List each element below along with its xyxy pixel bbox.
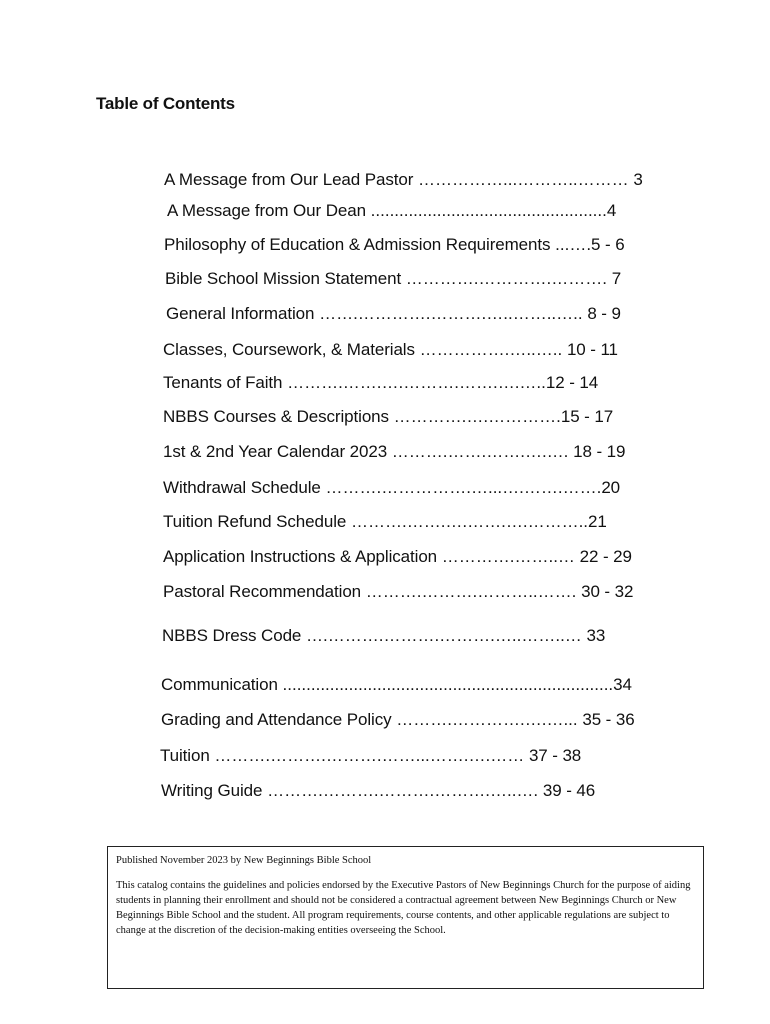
toc-entry-leader: .................................................. [365, 201, 607, 220]
toc-entry-label: Tuition Refund Schedule [163, 512, 347, 531]
toc-entry-label: Pastoral Recommendation [163, 582, 362, 601]
publication-line: Published November 2023 by New Beginnings Bible School [116, 855, 372, 866]
toc-entry-leader: ………….….…………. [388, 407, 561, 426]
toc-entry-pages: 21 [588, 512, 607, 531]
toc-entry-calendar [163, 442, 625, 462]
toc-entry-label: Application Instructions & Application [163, 547, 438, 566]
toc-entry-label: A Message from Our Dean [167, 201, 366, 220]
toc-entry-pages: 3 [633, 170, 643, 189]
toc-entry-pages: 20 [601, 478, 621, 497]
toc-title: Table of Contents [96, 94, 235, 113]
toc-entry-label: Tenants of Faith [163, 373, 283, 392]
toc-entry-leader: ...................................................................... [277, 675, 614, 694]
toc-entry-pages: 5 - 6 [591, 235, 625, 254]
toc-entry-dean [167, 201, 616, 221]
toc-entry-pastoral-recommendation [163, 582, 633, 602]
toc-entry-pages: 18 - 19 [573, 442, 626, 461]
toc-entry-leader: ………….……..… [437, 547, 580, 566]
toc-entry-courses [163, 407, 613, 427]
toc-entry-label: 1st & 2nd Year Calendar 2023 [163, 442, 388, 461]
toc-entry-pages: 39 - 46 [542, 781, 596, 800]
toc-entry-leader: ……….…….….……….…….….….. [282, 373, 546, 392]
toc-entry-pages: 10 - 11 [566, 340, 618, 359]
toc-entry-tuition-refund [163, 512, 607, 532]
toc-entry-mission-statement [165, 269, 621, 289]
toc-entry-pages: 30 - 32 [581, 582, 634, 601]
toc-entry-dress-code [162, 626, 605, 646]
toc-entry-application [163, 547, 632, 567]
toc-entry-leader: ……….……….……….……….…..…. [262, 781, 543, 800]
toc-entry-pages: 35 - 36 [582, 710, 635, 729]
toc-entry-grading-attendance [161, 710, 635, 730]
toc-entry-leader: …….………….……….…..……..….. [314, 304, 588, 323]
toc-entry-pages: 37 - 38 [528, 746, 582, 765]
toc-entry-communication [161, 675, 632, 695]
toc-entry-leader: ……….…………….…...….…….……. [320, 478, 602, 497]
toc-entry-tenants-of-faith [163, 373, 598, 393]
toc-entry-label: Tuition [160, 746, 210, 765]
toc-entry-label: Communication [161, 675, 278, 694]
toc-entry-pages: 7 [611, 269, 622, 288]
toc-entry-leader: ……….…….….…….….……….. [346, 512, 589, 531]
toc-entry-label: NBBS Courses & Descriptions [163, 407, 389, 426]
toc-entry-leader: ……….………….….…... [391, 710, 583, 729]
toc-entry-general-information [166, 304, 621, 324]
toc-entry-leader: …………….…..….. [414, 340, 567, 359]
publication-notice-box [107, 846, 704, 989]
toc-entry-lead-pastor [164, 170, 643, 190]
toc-entry-withdrawal-schedule [163, 478, 620, 498]
disclaimer-text: This catalog contains the guidelines and policies endorsed by the Executive Pastors of New Beginnings Church for the purpose of aiding students in planning their enrollment and should not be considered a contractual agreement between New Beginnings Church or New Beginnings Bible School and the student. All program requirements, course contents, and other applicable regulations are subject to change at the discretion of the decision-making entities overseeing the School. [116, 880, 691, 936]
toc-entry-label: NBBS Dress Code [162, 626, 302, 645]
toc-entry-pages: 22 - 29 [579, 547, 632, 566]
toc-entry-label: Classes, Coursework, & Materials [163, 340, 415, 359]
toc-entry-label: Writing Guide [161, 781, 263, 800]
toc-entry-label: General Information [166, 304, 315, 323]
toc-entry-leader: ….……….……….……….…..……..… [301, 626, 587, 645]
toc-entry-pages: 34 [613, 675, 632, 694]
toc-entry-philosophy [164, 235, 625, 255]
toc-entry-label: Withdrawal Schedule [163, 478, 321, 497]
toc-entry-leader: ...…. [550, 235, 592, 254]
toc-entry-pages: 15 - 17 [560, 407, 614, 426]
toc-entry-classes [163, 340, 618, 360]
toc-entry-leader: ……….……….……….……...…….….…… [209, 746, 529, 765]
toc-entry-pages: 33 [586, 626, 606, 645]
toc-entry-pages: 4 [606, 201, 617, 220]
toc-entry-pages: 12 - 14 [545, 373, 599, 392]
toc-entry-tuition [160, 746, 581, 766]
toc-entry-writing-guide [161, 781, 595, 801]
toc-entry-label: Grading and Attendance Policy [161, 710, 392, 729]
toc-entry-label: A Message from Our Lead Pastor [164, 170, 414, 189]
toc-entry-leader: ……….…….…….….…. [387, 442, 574, 461]
toc-entry-pages: 8 - 9 [587, 304, 621, 323]
toc-entry-leader: ……………...………..……… [413, 170, 634, 189]
toc-entry-label: Philosophy of Education & Admission Requirements [164, 235, 551, 254]
toc-entry-label: Bible School Mission Statement [165, 269, 402, 288]
toc-entry-leader: ……….……….………..……. [361, 582, 582, 601]
toc-entry-leader: ………….………….………. [401, 269, 612, 288]
